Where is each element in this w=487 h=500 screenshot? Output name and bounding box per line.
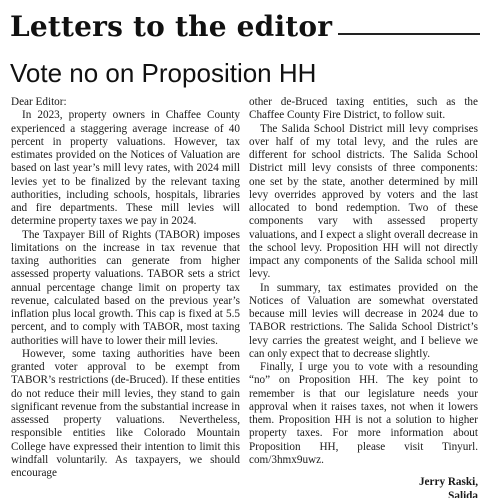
title-rule	[338, 33, 480, 35]
paragraph: In 2023, property owners in Chaffee County experienced a staggering average increase of 40 percent in property valuations. However, tax estimates provided on the Notices of Valuation are based on last year’s mill levy rates, with 2024 mill levies yet to be finalized by the relevant taxing authorities, including schools, hospitals, libraries and fire departments. These mill levies will determine property taxes we pay in 2024.	[11, 109, 240, 228]
paragraph: The Salida School District mill levy comprises over half of my total levy, and the rules are different for school districts. The Salida School District mill levy consists of three components: one set by the state, another determined by mill levy overrides approved by voters and the last allocated to bond redemption. Two of these components vary with assessed property valuations, and I expect a slight overall decrease in the school levy. Proposition HH will not directly impact any components of the Salida school mill levy.	[249, 122, 478, 281]
letter-headline: Vote no on Proposition HH	[10, 58, 317, 88]
paragraph: In summary, tax estimates provided on the Notices of Valuation are somewhat overstated because mill levies will decrease in 2024 due to TABOR restrictions. The Salida School District’s levy carries the greatest weight, and I believe we can only expect that to decrease slightly.	[249, 281, 478, 360]
paragraph: However, some taxing authorities have been granted voter approval to be exempt from TABOR’s restrictions (de-Bruced). If these entities do not reduce their mill levies, they stand to gain significant revenue from the substantial increase in assessed property valuations. Nevertheless, responsible entities like Colorado Mountain College have expressed their intention to limit this windfall voluntarily. As taxpayers, we should encourage	[11, 347, 240, 479]
right-column	[249, 96, 478, 498]
signature	[249, 475, 478, 498]
paragraph: The Taxpayer Bill of Rights (TABOR) imposes limitations on the increase in tax revenue that taxing authorities can generate from higher assessed property valuations. TABOR sets a strict annual percentage change limit on property tax revenue, calculated based on the previous year’s inflation plus local growth. This cap is fixed at 5.5 percent, and to comply with TABOR, most taxing authorities will have to lower their mill levies.	[11, 228, 240, 347]
paragraph-continuation: other de-Bruced taxing entities, such as the Chaffee County Fire District, to follow suit.	[249, 96, 478, 122]
paragraph: Finally, I urge you to vote with a resounding “no” on Proposition HH. The key point to remember is that our legislature needs your approval when it raises taxes, not when it lowers them. Proposition HH is not a solution to higher property taxes. For more information about Proposition HH, please visit Tinyurl. com/3hmx9uwz.	[249, 361, 478, 466]
section-masthead	[10, 4, 480, 42]
left-column	[11, 96, 240, 498]
signature-name: Jerry Raski,	[418, 476, 478, 488]
salutation: Dear Editor:	[11, 96, 67, 108]
letter-body	[11, 96, 478, 498]
signature-place: Salida	[448, 490, 478, 498]
section-title: Letters to the editor	[10, 10, 333, 43]
